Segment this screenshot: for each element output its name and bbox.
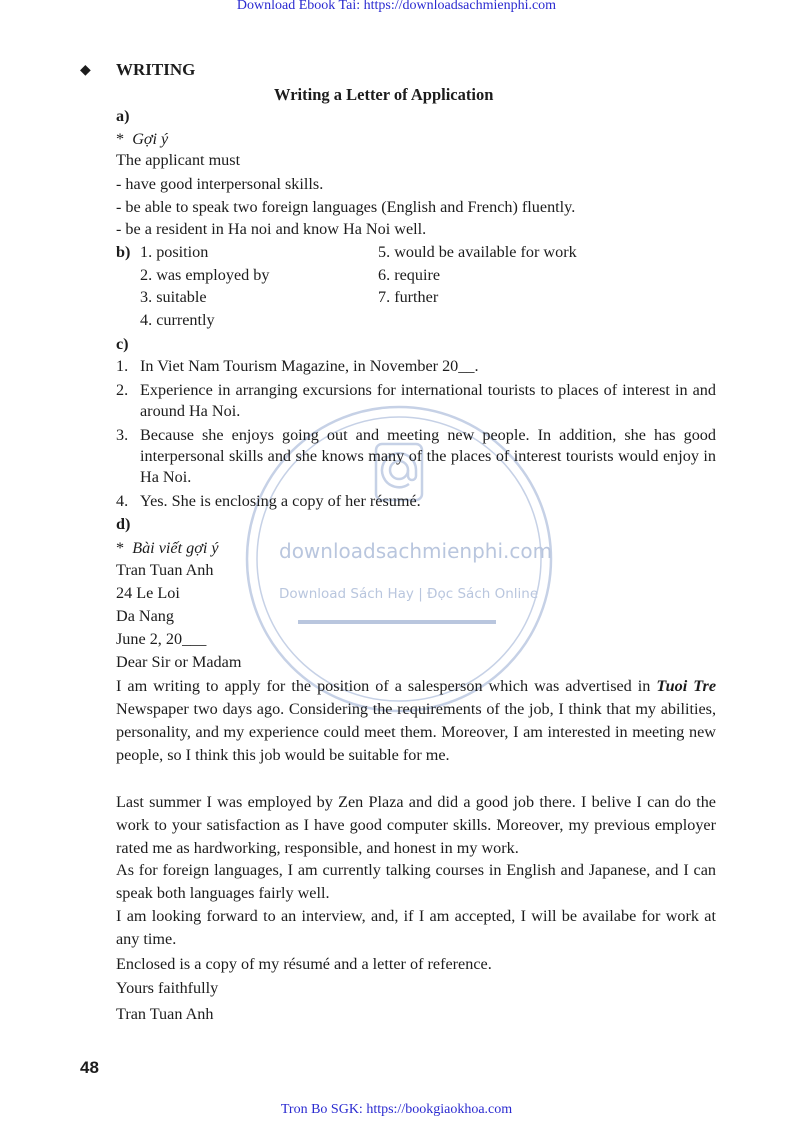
part-c-item — [116, 491, 716, 512]
part-c-text: Because she enjoys going out and meeting new people. In addition, she has good interpersonal skills and she knows many of the places of interest tourists would enjoy in Ha Noi. — [140, 426, 716, 486]
part-b-answer: 7. further — [378, 288, 439, 306]
part-b-answer: 3. suitable — [140, 288, 207, 306]
part-b-answer: 6. require — [378, 266, 441, 284]
part-c-number: 2. — [116, 381, 129, 399]
part-c-number: 3. — [116, 426, 129, 444]
part-a-hint — [116, 128, 168, 151]
part-c-number: 4. — [116, 492, 129, 510]
part-c-item — [116, 380, 716, 422]
footer-link[interactable]: Tron Bo SGK: https://bookgiaokhoa.com — [280, 1102, 513, 1117]
part-c-label: c) — [116, 335, 129, 353]
part-c-item — [116, 425, 716, 488]
part-a-item: - have good interpersonal skills. — [116, 175, 324, 193]
part-c-text: Yes. She is enclosing a copy of her résumé. — [140, 492, 421, 510]
header-link[interactable]: Download Ebook Tai: https://downloadsachmienphi.com — [236, 0, 557, 13]
letter-paragraph: I am looking forward to an interview, and, if I am accepted, I will be availabe for work at any time. — [116, 907, 716, 948]
part-a-intro: The applicant must — [116, 151, 241, 169]
part-b-label: b) — [116, 243, 131, 261]
part-c-item — [116, 356, 716, 377]
part-d-label: d) — [116, 515, 131, 533]
asterisk-icon: * — [116, 539, 133, 557]
address-line: Da Nang — [116, 607, 174, 625]
part-a-label: a) — [116, 107, 130, 125]
part-b-answer: 1. position — [140, 243, 209, 261]
part-c-number: 1. — [116, 357, 129, 375]
salutation: Dear Sir or Madam — [116, 653, 242, 671]
watermark-site-name: downloadsachmienphi.com — [279, 539, 553, 563]
page-subtitle: Writing a Letter of Application — [274, 85, 494, 104]
letter-paragraph: As for foreign languages, I am currently talking courses in English and Japanese, and I can speak both languages fairly well. — [116, 861, 716, 902]
section-title: WRITING — [116, 60, 196, 79]
part-a-item: - be a resident in Ha noi and know Ha Noi well. — [116, 220, 427, 238]
part-a-hint-text: Gợi ý — [132, 130, 169, 148]
asterisk-icon: * — [116, 130, 133, 148]
address-line: 24 Le Loi — [116, 584, 180, 602]
watermark-tagline: Download Sách Hay | Đọc Sách Online — [279, 586, 539, 602]
part-b-answer: 2. was employed by — [140, 266, 270, 284]
part-b-answer: 4. currently — [140, 311, 215, 329]
newspaper-name: Tuoi Tre — [656, 677, 717, 695]
part-c-text: Experience in arranging excursions for international tourists to places of interest in and around Ha Noi. — [140, 381, 716, 420]
signature: Tran Tuan Anh — [116, 1005, 214, 1023]
part-d-hint-text: Bài viết gợi ý — [132, 539, 219, 557]
letter-text: Newspaper two days ago. Considering the requirements of the job, I think that my abilities, personality, and my experience could meet them. Moreover, I am interested in meeting new people, so I think this job would be suitable for me. — [116, 700, 716, 764]
part-a-item: - be able to speak two foreign languages (English and French) fluently. — [116, 198, 576, 216]
letter-paragraph — [116, 675, 716, 767]
closing: Yours faithfully — [116, 979, 219, 997]
watermark-bar — [298, 620, 496, 624]
letter-text: I am writing to apply for the position of a salesperson which was advertised in — [116, 677, 657, 695]
letter-paragraph: Last summer I was employed by Zen Plaza and did a good job there. I belive I can do the work to your satisfaction as I have good computer skills. Moreover, my previous employer rated me as hardworking, responsible, and honest in my work. — [116, 793, 716, 857]
sender-name: Tran Tuan Anh — [116, 561, 214, 579]
letter-paragraph: Enclosed is a copy of my résumé and a letter of reference. — [116, 955, 492, 973]
part-b-answer: 5. would be available for work — [378, 243, 577, 261]
part-c-text: In Viet Nam Tourism Magazine, in November 20__. — [140, 357, 479, 375]
part-d-hint — [116, 537, 219, 560]
bullet-diamond-icon: ◆ — [80, 63, 91, 78]
letter-date: June 2, 20___ — [116, 630, 207, 648]
page-number: 48 — [80, 1058, 99, 1077]
